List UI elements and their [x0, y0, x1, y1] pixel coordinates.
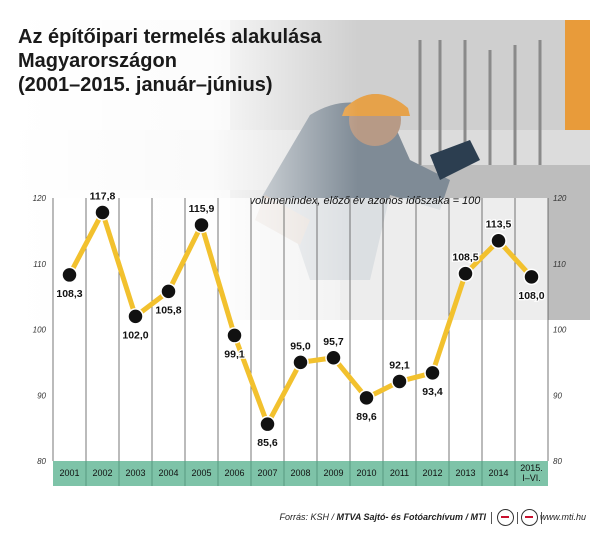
source-credit: [279, 512, 486, 522]
chart-subtitle: volumenindex, előző év azonos időszaka = 100: [249, 195, 481, 207]
x-tick-label: 2015. I–VI.: [520, 463, 543, 483]
website-link[interactable]: www.mti.hu: [539, 512, 586, 522]
data-point: [425, 365, 440, 380]
y-tick-label: 100: [32, 325, 46, 335]
data-point: [128, 309, 143, 324]
x-tick-label: 2013: [455, 468, 476, 478]
data-point: [293, 355, 308, 370]
x-tick-label: 2007: [257, 468, 278, 478]
title-line-2: (2001–2015. január–június): [18, 74, 273, 96]
data-label: 89,6: [356, 410, 377, 423]
source-agency: MTVA Sajtó- és Fotóarchívum / MTI: [336, 512, 486, 522]
data-point: [260, 417, 275, 432]
data-label: 92,1: [389, 359, 410, 372]
data-label: 108,0: [518, 289, 545, 302]
footer: [10, 506, 590, 530]
data-point: [95, 205, 110, 220]
x-tick-label: 2011: [389, 468, 410, 478]
x-tick-label: 2005: [191, 468, 212, 478]
x-tick-label: 2004: [158, 468, 179, 478]
data-label: 85,6: [257, 437, 278, 450]
divider: [517, 512, 519, 524]
y-tick-label: 120: [553, 194, 567, 203]
data-label: 99,1: [224, 348, 245, 361]
data-label: 108,5: [452, 251, 479, 264]
data-point: [326, 350, 341, 365]
y-tick-label: 90: [37, 391, 46, 401]
y-tick-label: 110: [553, 259, 566, 269]
title-line-1: Az építőipari termelés alakulása Magyarországon: [18, 26, 322, 72]
data-point: [458, 266, 473, 281]
x-tick-label: 2003: [125, 468, 146, 478]
data-point: [194, 217, 209, 232]
y-tick-label: 80: [553, 457, 562, 466]
data-label: 105,8: [155, 304, 182, 317]
data-label: 95,7: [323, 335, 344, 348]
data-label: 117,8: [89, 190, 116, 203]
y-tick-label: 100: [553, 325, 567, 335]
data-point: [392, 374, 407, 389]
data-label: 108,3: [56, 287, 83, 300]
x-tick-label: 2014: [488, 468, 509, 478]
data-point: [524, 269, 539, 284]
y-tick-label: 90: [553, 391, 562, 401]
data-point: [161, 284, 176, 299]
data-label: 113,5: [485, 218, 512, 231]
data-point: [62, 267, 77, 282]
x-tick-label: 2012: [422, 468, 443, 478]
x-tick-label: 2010: [356, 468, 377, 478]
x-tick-label: 2009: [323, 468, 344, 478]
mti-logo-icon: [521, 509, 538, 526]
y-tick-label: 80: [37, 457, 46, 466]
mtva-logo-icon: [497, 509, 514, 526]
source-prefix: Forrás: KSH /: [279, 512, 337, 522]
data-label: 102,0: [122, 329, 149, 342]
data-label: 93,4: [422, 385, 443, 398]
data-point: [359, 390, 374, 405]
data-point: [227, 328, 242, 343]
y-tick-label: 120: [32, 194, 46, 203]
data-label: 95,0: [290, 340, 311, 353]
y-tick-label: 110: [33, 259, 46, 269]
x-tick-label: 2006: [224, 468, 245, 478]
x-tick-label: 2002: [92, 468, 113, 478]
data-point: [491, 233, 506, 248]
data-label: 115,9: [188, 202, 215, 215]
x-tick-label: 2001: [59, 468, 80, 478]
x-tick-label: 2008: [290, 468, 311, 478]
divider: [491, 512, 493, 524]
